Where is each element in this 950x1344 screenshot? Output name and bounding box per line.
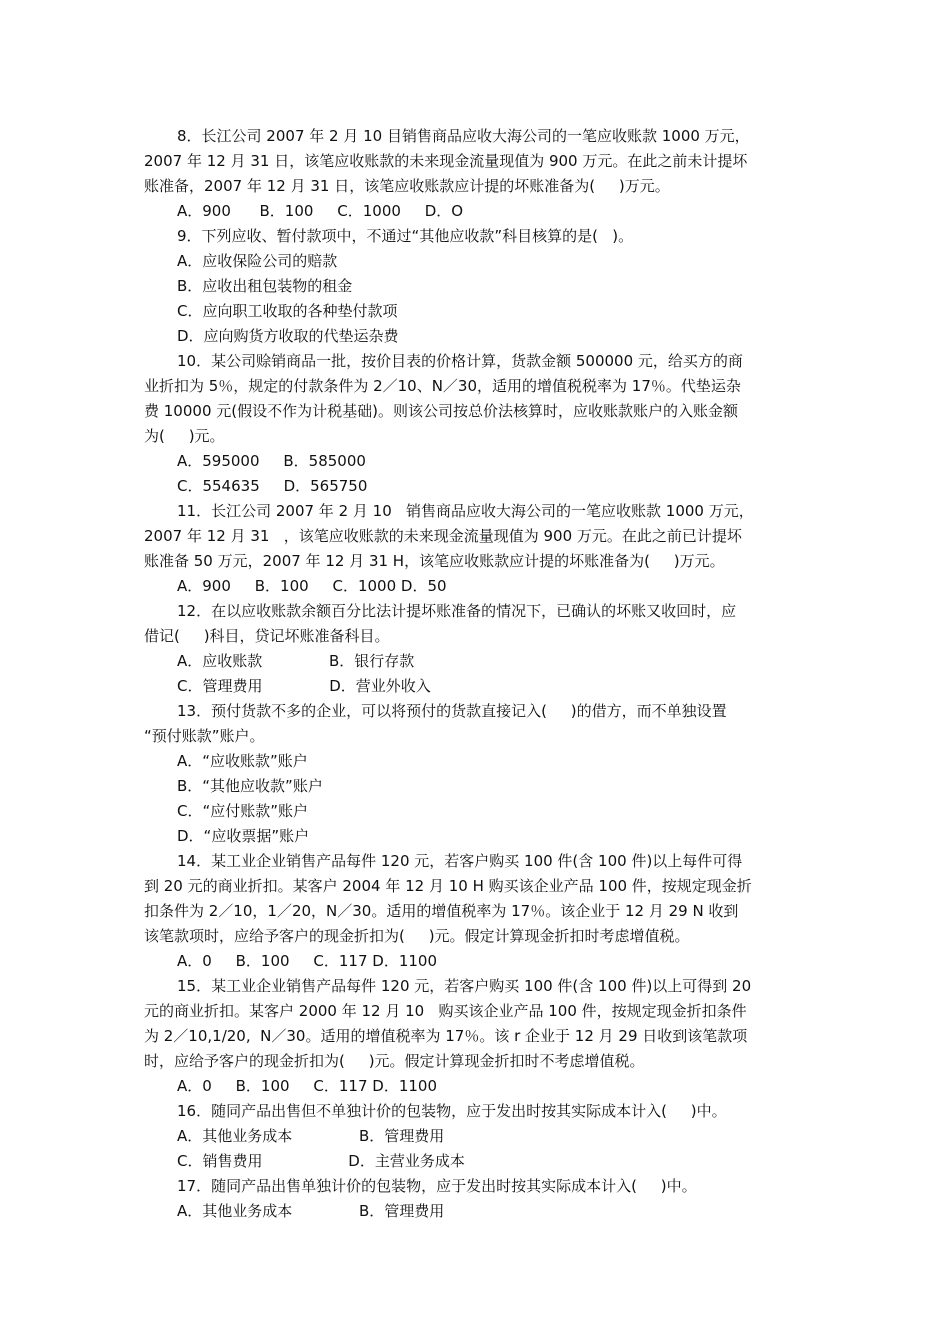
text-line: A．其他业务成本 B．管理费用 xyxy=(177,1202,445,1220)
text-line: 16．随同产品出售但不单独计价的包装物，应于发出时按其实际成本计入( )中。 xyxy=(177,1102,727,1120)
text-line: 17．随同产品出售单独计价的包装物，应于发出时按其实际成本计入( )中。 xyxy=(177,1177,697,1195)
text-line: 业折扣为 5％，规定的付款条件为 2／10、N／30，适用的增值税税率为 17％。代垫运杂 xyxy=(144,377,741,395)
text-line: 费 10000 元(假设不作为计税基础)。则该公司按总价法核算时，应收账款账户的入账金额 xyxy=(144,402,738,420)
text-line: 该笔款项时，应给予客户的现金折扣为( )元。假定计算现金折扣时考虑增值税。 xyxy=(144,927,690,945)
text-line: A．595000 B．585000 xyxy=(177,452,366,470)
text-line: A．其他业务成本 B．管理费用 xyxy=(177,1127,445,1145)
text-line: A．“应收账款”账户 xyxy=(177,752,308,770)
text-line: 元的商业折扣。某客户 2000 年 12 月 10 购买该企业产品 100 件，按规定现金折扣条件 xyxy=(144,1002,747,1020)
text-line: 借记( )科目，贷记坏账准备科目。 xyxy=(144,627,390,645)
text-line: A．0 B．100 C．117 D．1100 xyxy=(177,1077,438,1095)
text-line: 13．预付货款不多的企业，可以将预付的货款直接记入( )的借方，而不单独设置 xyxy=(177,702,727,720)
text-line: B．应收出租包装物的租金 xyxy=(177,277,353,295)
text-line: D．应向购货方收取的代垫运杂费 xyxy=(177,327,399,345)
text-line: A．900 B．100 C．1000 D．50 xyxy=(177,577,447,595)
text-line: 到 20 元的商业折扣。某客户 2004 年 12 月 10 H 购买该企业产品 100 件，按规定现金折 xyxy=(144,877,752,895)
text-line: A．应收账款 B．银行存款 xyxy=(177,652,415,670)
text-line: 账准备，2007 年 12 月 31 日，该笔应收账款应计提的坏账准备为( )万元。 xyxy=(144,177,670,195)
text-line: 15．某工业企业销售产品每件 120 元，若客户购买 100 件(含 100 件)以上可得到 20 xyxy=(177,977,752,995)
text-line: 为 2／10,1/20, N／30。适用的增值税率为 17％。该 r 企业于 12 月 29 日收到该笔款项 xyxy=(144,1027,748,1045)
text-line: 9．下列应收、暂付款项中，不通过“其他应收款”科目核算的是( )。 xyxy=(177,227,634,245)
text-line: 8．长江公司 2007 年 2 月 10 目销售商品应收大海公司的一笔应收账款 1000 万元， xyxy=(177,127,750,145)
text-line: A．900 B．100 C．1000 D．O xyxy=(177,202,464,220)
text-line: A．应收保险公司的赔款 xyxy=(177,252,338,270)
text-line: B．“其他应收款”账户 xyxy=(177,777,323,795)
text-line: 2007 年 12 月 31 日，该笔应收账款的未来现金流量现值为 900 万元。在此之前未计提坏 xyxy=(144,152,748,170)
text-line: 10．某公司赊销商品一批，按价目表的价格计算，货款金额 500000 元，给买方的商 xyxy=(177,352,743,370)
text-line: C．554635 D．565750 xyxy=(177,477,368,495)
text-line: 账准备 50 万元，2007 年 12 月 31 H，该笔应收账款应计提的坏账准备为( )万元。 xyxy=(144,552,725,570)
text-line: “预付账款”账户。 xyxy=(144,727,265,745)
text-line: C．管理费用 D．营业外收入 xyxy=(177,677,431,695)
text-line: D．“应收票据”账户 xyxy=(177,827,310,845)
document-body xyxy=(144,124,812,1224)
text-line: A．0 B．100 C．117 D．1100 xyxy=(177,952,438,970)
text-line: C．应向职工收取的各种垫付款项 xyxy=(177,302,398,320)
text-line: 11．长江公司 2007 年 2 月 10 销售商品应收大海公司的一笔应收账款 1000 万元， xyxy=(177,502,754,520)
text-line: C．销售费用 D．主营业务成本 xyxy=(177,1152,465,1170)
text-line: C．“应付账款”账户 xyxy=(177,802,309,820)
text-line: 为( )元。 xyxy=(144,427,225,445)
text-line: 14．某工业企业销售产品每件 120 元，若客户购买 100 件(含 100 件)以上每件可得 xyxy=(177,852,743,870)
text-line: 时，应给予客户的现金折扣为( )元。假定计算现金折扣时不考虑增值税。 xyxy=(144,1052,645,1070)
text-line: 2007 年 12 月 31 ，该笔应收账款的未来现金流量现值为 900 万元。在此之前已计提坏 xyxy=(144,527,742,545)
text-line: 12．在以应收账款余额百分比法计提坏账准备的情况下，已确认的坏账又收回时，应 xyxy=(177,602,737,620)
text-line: 扣条件为 2／10，1／20，N／30。适用的增值税率为 17％。该企业于 12 月 29 N 收到 xyxy=(144,902,739,920)
